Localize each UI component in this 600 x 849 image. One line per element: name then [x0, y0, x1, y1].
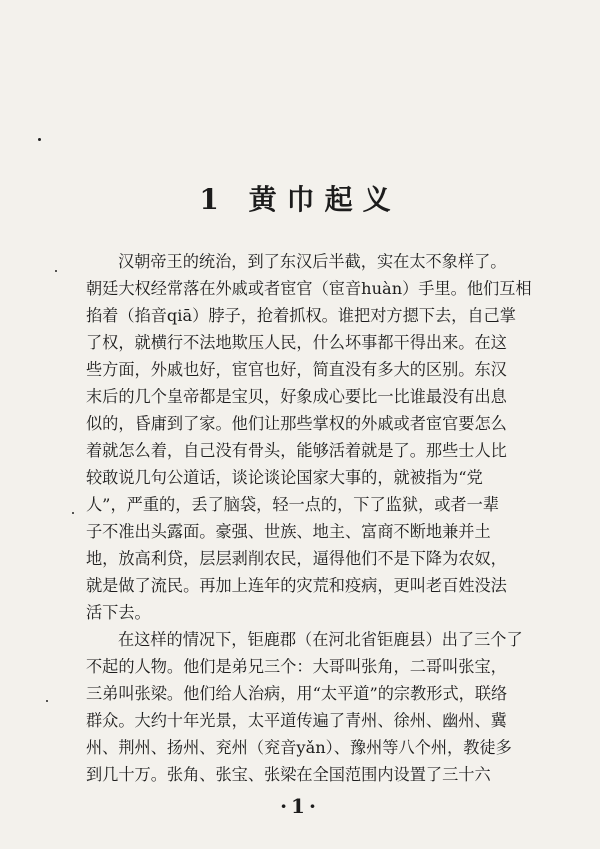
body-text — [86, 248, 562, 788]
text-line: 着就怎么着，自己没有骨头，能够活着就是了。那些士人比 — [86, 441, 507, 460]
text-line: 州、荆州、扬州、兖州（兖音yǎn）、豫州等八个州，教徒多 — [86, 738, 512, 757]
text-line: 群众。大约十年光景，太平道传遍了青州、徐州、幽州、冀 — [86, 711, 507, 730]
text-line: 朝廷大权经常落在外戚或者宦官（宦音huàn）手里。他们互相 — [86, 279, 532, 298]
text-line: 末后的几个皇帝都是宝贝，好象成心要比一比谁最没有出息 — [86, 387, 507, 406]
text-line: 人”，严重的，丢了脑袋，轻一点的，下了监狱，或者一辈 — [86, 495, 499, 514]
text-line: 掐着（掐音qiā）脖子，抢着抓权。谁把对方摁下去，自己掌 — [86, 306, 516, 325]
scan-speck — [46, 700, 48, 702]
text-line: 了权，就横行不法地欺压人民，什么坏事都干得出来。在这 — [86, 333, 507, 352]
scan-speck — [55, 270, 57, 272]
page-number: ·1· — [280, 794, 320, 818]
chapter-title: 1 黄巾起义 — [199, 183, 401, 216]
text-line: 三弟叫张梁。他们给人治病，用“太平道”的宗教形式，联络 — [86, 684, 508, 703]
text-line: 活下去。 — [86, 603, 151, 622]
text-line: 在这样的情况下，钜鹿郡（在河北省钜鹿县）出了三个了 — [118, 630, 523, 649]
text-line: 似的，昏庸到了家。他们让那些掌权的外戚或者宦官要怎么 — [86, 414, 507, 433]
text-line: 到几十万。张角、张宝、张梁在全国范围内设置了三十六 — [86, 765, 491, 784]
text-line: 子不准出头露面。豪强、世族、地主、富商不断地兼并土 — [86, 522, 491, 541]
text-line: 汉朝帝王的统治，到了东汉后半截，实在太不象样了。 — [118, 252, 507, 271]
text-line: 地，放高利贷，层层剥削农民，逼得他们不是下降为农奴， — [86, 549, 507, 568]
text-line: 较敢说几句公道话，谈论谈论国家大事的，就被指为“党 — [86, 468, 483, 487]
scan-speck — [38, 138, 41, 141]
scan-speck — [72, 512, 74, 514]
text-line: 不起的人物。他们是弟兄三个：大哥叫张角，二哥叫张宝， — [86, 657, 507, 676]
text-line: 些方面，外戚也好，宦官也好，简直没有多大的区别。东汉 — [86, 360, 507, 379]
text-line: 就是做了流民。再加上连年的灾荒和疫病，更叫老百姓没法 — [86, 576, 507, 595]
